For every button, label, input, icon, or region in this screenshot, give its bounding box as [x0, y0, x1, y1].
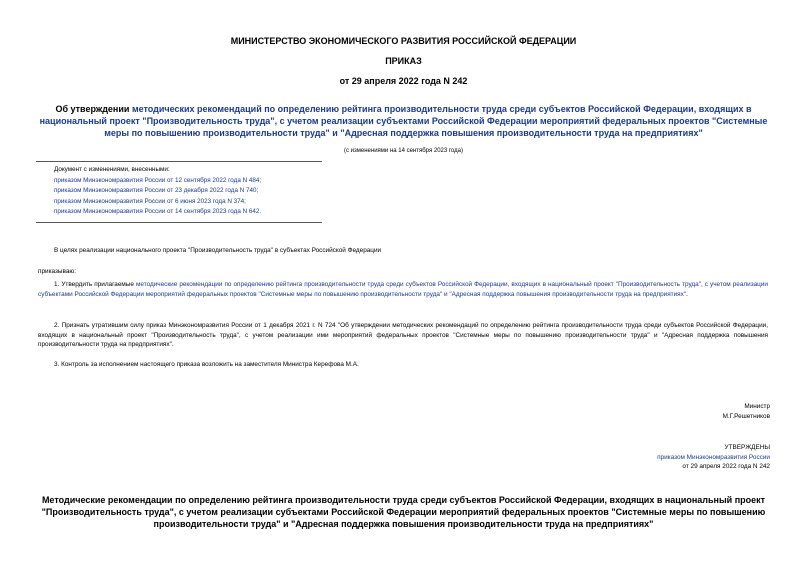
signature-block: [723, 402, 770, 421]
amendments-intro: Документ с изменениями, внесенными:: [54, 166, 170, 173]
approved-order-link[interactable]: приказом Минэкономразвития России: [657, 453, 770, 461]
paragraph-3: 3. Контроль за исполнением настоящего приказа возложить на заместителя Министра Керефова М.А.: [54, 361, 359, 368]
amendment-link[interactable]: приказом Минэкономразвития России от 23 декабря 2022 года N 740;: [54, 187, 259, 194]
changes-note: (с изменениями на 14 сентября 2023 года): [344, 148, 463, 154]
approval-block: [657, 443, 770, 472]
subject-prefix: Об утверждении: [55, 104, 132, 114]
signature-title: Министр: [744, 403, 770, 410]
order-date-number: от 29 апреля 2022 года N 242: [339, 76, 468, 86]
amendments-top-divider: [36, 161, 322, 162]
paragraph-1-suffix: .: [686, 290, 688, 298]
amendments-bottom-divider: [36, 222, 322, 223]
subject-link[interactable]: методических рекомендаций по определению рейтинга производительности труда среди субъектов Российской Федерации, входящих в национальный проект "Производительность труда", с учетом реализации субъектами Российской Федерации мероприятий федеральных проектов "Системные меры по повышению производительности труда" и "Адресная поддержка повышения производительности труда на предприятиях": [39, 104, 768, 138]
order-word: приказываю:: [38, 268, 76, 275]
ministry-heading: МИНИСТЕРСТВО ЭКОНОМИЧЕСКОГО РАЗВИТИЯ РОССИЙСКОЙ ФЕДЕРАЦИИ: [230, 36, 577, 46]
amendment-link[interactable]: приказом Минэкономразвития России от 14 сентября 2023 года N 642.: [54, 208, 262, 215]
approved-label: УТВЕРЖДЕНЫ: [724, 444, 770, 451]
annex-title: Методические рекомендации по определению рейтинга производительности труда среди субъектов Российской Федерации, входящих в национальный проект "Производительность труда", с учетом реализации субъектами Российской Федерации мероприятий федеральных проектов "Системные меры по повышению производительности труда" и "Адресная поддержка повышения производительности труда на предприятиях": [41, 495, 766, 529]
amendment-link[interactable]: приказом Минэкономразвития России от 6 июня 2023 года N 374;: [54, 197, 246, 205]
paragraph-2: 2. Признать утратившим силу приказ Минэкономразвития России от 1 декабря 2021 г. N 724 "Об утверждении методических рекомендаций по определению рейтинга производительности труда среди субъектов Российской Федерации, входящих в национальный проект "Производительность труда", с учетом реализации ими мероприятий федеральных проектов "Системные меры по повышению производительности труда" и "Адресная поддержка повышения производительности труда на предприятиях".: [38, 322, 768, 348]
preamble: В целях реализации национального проекта "Производительность труда" в субъектах Российской Федерации: [54, 247, 382, 254]
document-type: ПРИКАЗ: [385, 56, 422, 66]
paragraph-1-prefix: 1. Утвердить прилагаемые: [54, 281, 136, 288]
signature-name: М.Г.Решетников: [722, 412, 770, 420]
amendments-list: [54, 165, 261, 218]
amendment-link[interactable]: приказом Минэкономразвития России от 12 сентября 2022 года N 484;: [54, 176, 262, 184]
paragraph-1: [38, 280, 768, 299]
approved-date: от 29 апреля 2022 года N 242: [682, 463, 770, 470]
order-subject: [36, 103, 771, 139]
recommendations-link[interactable]: методические рекомендации по определению рейтинга производительности труда среди субъектов Российской Федерации, входящих в национальный проект "Производительность труда", с учетом реализации субъектами Российской Федерации мероприятий федеральных проектов "Системные меры по повышению производительности труда" и "Адресная поддержка повышения производительности труда на предприятиях": [38, 281, 768, 298]
